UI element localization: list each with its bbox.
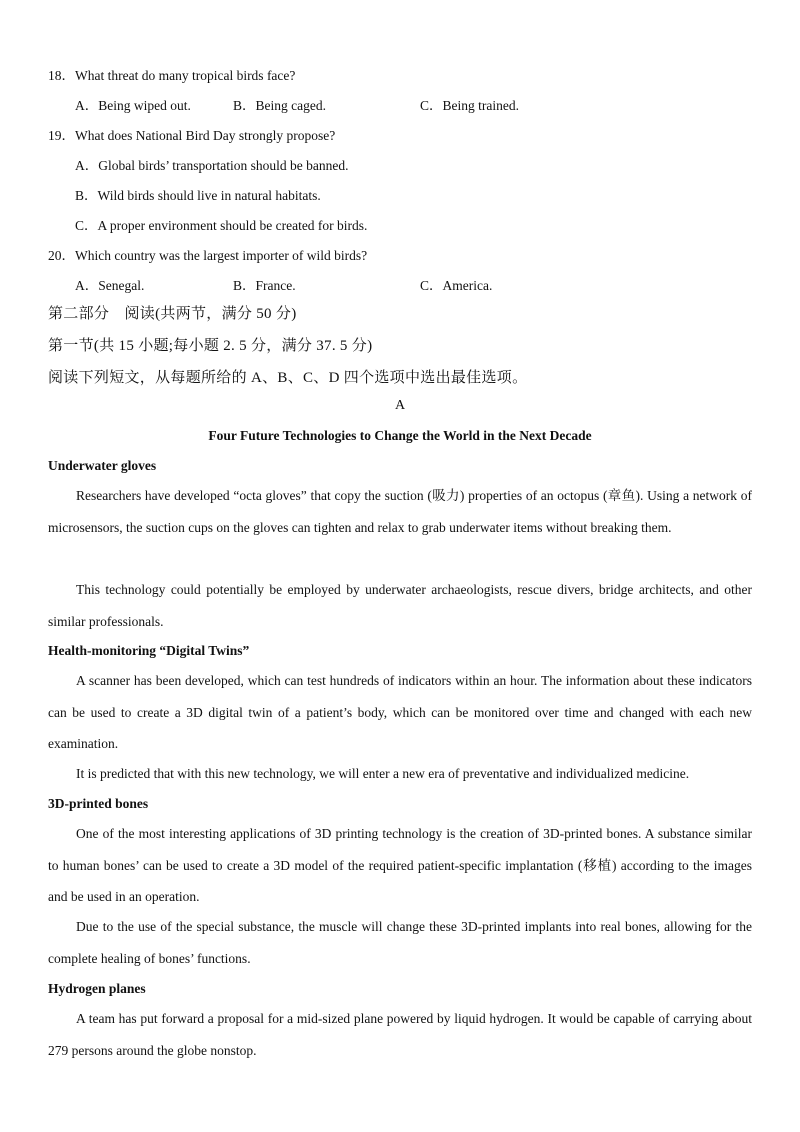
question-18-option-a: A．Being wiped out. bbox=[75, 98, 191, 113]
paragraph bbox=[48, 818, 752, 913]
passage-title: Four Future Technologies to Change the World in the Next Decade bbox=[208, 428, 592, 443]
section-heading-3d-printed-bones: 3D-printed bones bbox=[48, 796, 149, 811]
question-20-stem: 20．Which country was the largest importer of wild birds? bbox=[48, 248, 368, 263]
passage-label: A bbox=[394, 398, 406, 413]
question-18-option-c: C．Being trained. bbox=[420, 98, 519, 113]
paragraph bbox=[48, 1003, 752, 1066]
section-heading-hydrogen-planes: Hydrogen planes bbox=[48, 981, 146, 996]
question-20-option-a: A．Senegal. bbox=[75, 278, 145, 293]
paragraph bbox=[48, 665, 752, 760]
instruction-text: 阅读下列短文，从每题所给的 A、B、C、D 四个选项中选出最佳选项。 bbox=[48, 370, 528, 386]
paragraph-text: This technology could potentially be employed by underwater archaeologists, rescue divers, bridge architects, and other similar professionals. bbox=[48, 582, 752, 629]
section-heading-underwater-gloves: Underwater gloves bbox=[48, 458, 157, 473]
paragraph bbox=[48, 480, 752, 543]
paragraph-text: Due to the use of the special substance, the muscle will change these 3D-printed implants into real bones, allowing for the complete healing of bones’ functions. bbox=[48, 919, 752, 966]
question-19-option-b: B．Wild birds should live in natural habitats. bbox=[75, 188, 321, 203]
paragraph-text: A scanner has been developed, which can test hundreds of indicators within an hour. The information about these indicators can be used to create a 3D digital twin of a patient’s body, which can be monitored over time and changed with each new examination. bbox=[48, 673, 752, 751]
question-20-option-b: B．France. bbox=[233, 278, 296, 293]
question-20-option-c: C．America. bbox=[420, 278, 493, 293]
question-19-stem: 19．What does National Bird Day strongly propose? bbox=[48, 128, 336, 143]
paragraph bbox=[48, 574, 752, 637]
question-19-option-a: A．Global birds’ transportation should be banned. bbox=[75, 158, 349, 173]
paragraph-text: A team has put forward a proposal for a mid-sized plane powered by liquid hydrogen. It would be capable of carrying about 279 persons around the globe nonstop. bbox=[48, 1011, 752, 1058]
paragraph-text: One of the most interesting applications of 3D printing technology is the creation of 3D-printed bones. A substance similar to human bones’ can be used to create a 3D model of the required patient-specific implantation (移植) according to the images and be used in an operation. bbox=[48, 826, 752, 904]
paragraph-text: Researchers have developed “octa gloves” that copy the suction (吸力) properties of an octopus (章鱼). Using a network of microsensors, the suction cups on the gloves can tighten and relax to grab underwater items without breaking them. bbox=[48, 488, 752, 535]
section-heading-digital-twins: Health-monitoring “Digital Twins” bbox=[48, 643, 250, 658]
paragraph bbox=[48, 758, 752, 790]
question-18-stem: 18．What threat do many tropical birds face? bbox=[48, 68, 296, 83]
part-heading: 第二部分 阅读(共两节，满分 50 分) bbox=[48, 306, 297, 322]
section-heading: 第一节(共 15 小题;每小题 2. 5 分，满分 37. 5 分) bbox=[48, 338, 373, 354]
question-19-option-c: C．A proper environment should be created for birds. bbox=[75, 218, 368, 233]
paragraph-text: It is predicted that with this new technology, we will enter a new era of preventative and individualized medicine. bbox=[76, 766, 690, 781]
question-18-option-b: B．Being caged. bbox=[233, 98, 326, 113]
paragraph bbox=[48, 911, 752, 974]
